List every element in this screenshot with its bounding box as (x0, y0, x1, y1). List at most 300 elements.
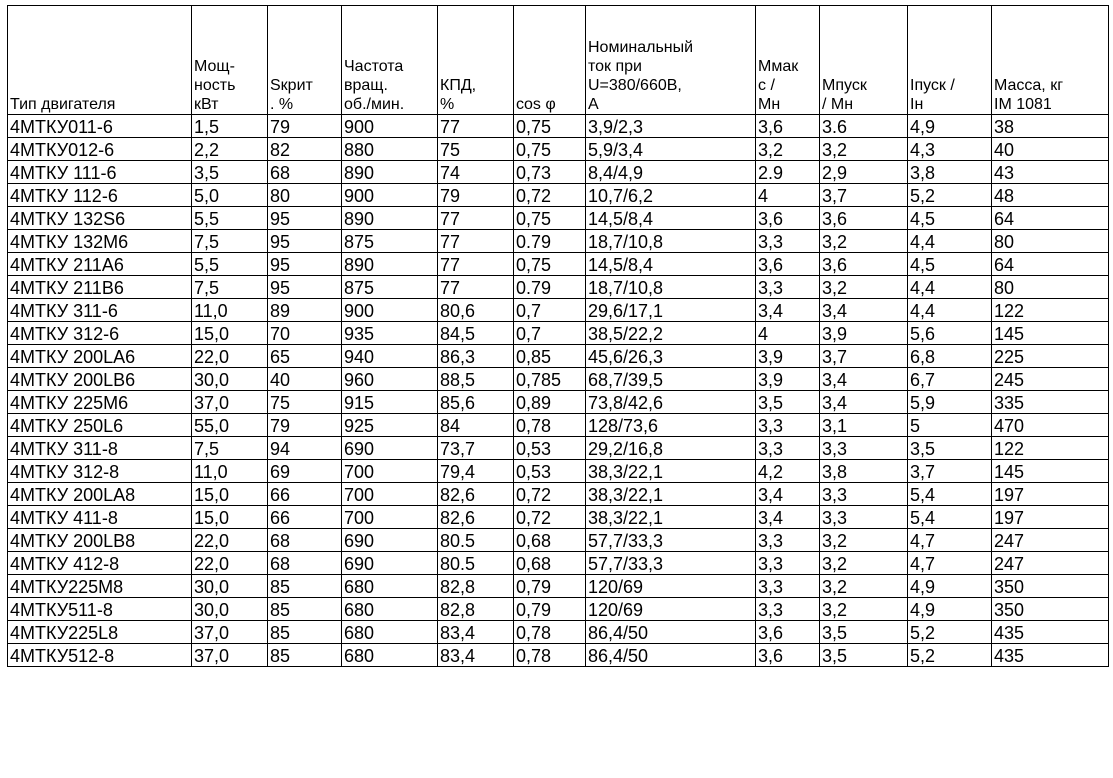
cell-start-current-ratio: 4,4 (908, 276, 992, 299)
cell-mass: 350 (992, 575, 1109, 598)
table-row (8, 184, 1109, 207)
cell-speed: 890 (342, 253, 438, 276)
cell-start-current-ratio: 5,6 (908, 322, 992, 345)
cell-motor-type: 4МТКУ225L8 (8, 621, 192, 644)
cell-max-torque-ratio: 3,6 (756, 644, 820, 667)
cell-slip: 85 (268, 621, 342, 644)
cell-slip: 95 (268, 253, 342, 276)
cell-slip: 66 (268, 483, 342, 506)
cell-motor-type: 4МТКУ 211А6 (8, 253, 192, 276)
cell-speed: 925 (342, 414, 438, 437)
cell-mass: 435 (992, 621, 1109, 644)
header-cos-phi: cos φ (514, 6, 586, 115)
cell-rated-current: 3,9/2,3 (586, 115, 756, 138)
table-row (8, 552, 1109, 575)
cell-rated-current: 45,6/26,3 (586, 345, 756, 368)
cell-motor-type: 4МТКУ 200LA8 (8, 483, 192, 506)
cell-start-current-ratio: 5 (908, 414, 992, 437)
cell-mass: 247 (992, 552, 1109, 575)
header-speed: Частота вращ. об./мин. (342, 6, 438, 115)
cell-cos-phi: 0,72 (514, 184, 586, 207)
cell-motor-type: 4МТКУ 250L6 (8, 414, 192, 437)
cell-slip: 85 (268, 644, 342, 667)
cell-efficiency: 82,6 (438, 506, 514, 529)
cell-max-torque-ratio: 3,3 (756, 414, 820, 437)
cell-efficiency: 77 (438, 253, 514, 276)
cell-rated-current: 38,3/22,1 (586, 506, 756, 529)
cell-efficiency: 82,6 (438, 483, 514, 506)
cell-slip: 70 (268, 322, 342, 345)
cell-speed: 890 (342, 207, 438, 230)
cell-efficiency: 79 (438, 184, 514, 207)
cell-cos-phi: 0,68 (514, 529, 586, 552)
cell-cos-phi: 0,75 (514, 138, 586, 161)
cell-efficiency: 77 (438, 115, 514, 138)
cell-cos-phi: 0,72 (514, 506, 586, 529)
cell-start-torque-ratio: 3,2 (820, 230, 908, 253)
table-row (8, 138, 1109, 161)
cell-max-torque-ratio: 3,6 (756, 115, 820, 138)
cell-motor-type: 4МТКУ 200LB6 (8, 368, 192, 391)
cell-mass: 38 (992, 115, 1109, 138)
cell-slip: 75 (268, 391, 342, 414)
cell-power: 22,0 (192, 529, 268, 552)
cell-start-torque-ratio: 3,3 (820, 483, 908, 506)
cell-rated-current: 73,8/42,6 (586, 391, 756, 414)
cell-rated-current: 18,7/10,8 (586, 276, 756, 299)
cell-rated-current: 29,6/17,1 (586, 299, 756, 322)
table-row (8, 483, 1109, 506)
cell-slip: 65 (268, 345, 342, 368)
cell-power: 15,0 (192, 506, 268, 529)
cell-start-torque-ratio: 3,2 (820, 276, 908, 299)
table-row (8, 368, 1109, 391)
cell-motor-type: 4МТКУ 112-6 (8, 184, 192, 207)
cell-mass: 335 (992, 391, 1109, 414)
cell-start-torque-ratio: 3.6 (820, 115, 908, 138)
cell-max-torque-ratio: 3,6 (756, 207, 820, 230)
cell-cos-phi: 0,7 (514, 299, 586, 322)
cell-slip: 95 (268, 207, 342, 230)
cell-speed: 700 (342, 483, 438, 506)
cell-rated-current: 120/69 (586, 575, 756, 598)
cell-mass: 247 (992, 529, 1109, 552)
cell-start-torque-ratio: 3,6 (820, 253, 908, 276)
cell-power: 2,2 (192, 138, 268, 161)
cell-efficiency: 80,6 (438, 299, 514, 322)
cell-start-current-ratio: 4,9 (908, 115, 992, 138)
cell-speed: 900 (342, 184, 438, 207)
cell-power: 30,0 (192, 368, 268, 391)
cell-start-torque-ratio: 3,7 (820, 345, 908, 368)
cell-cos-phi: 0.79 (514, 276, 586, 299)
cell-power: 1,5 (192, 115, 268, 138)
table-row (8, 345, 1109, 368)
cell-slip: 68 (268, 529, 342, 552)
cell-start-current-ratio: 4,5 (908, 207, 992, 230)
cell-start-current-ratio: 4,5 (908, 253, 992, 276)
cell-efficiency: 82,8 (438, 575, 514, 598)
cell-max-torque-ratio: 4 (756, 184, 820, 207)
cell-slip: 94 (268, 437, 342, 460)
cell-speed: 680 (342, 598, 438, 621)
cell-max-torque-ratio: 3,3 (756, 529, 820, 552)
cell-slip: 80 (268, 184, 342, 207)
cell-rated-current: 38,5/22,2 (586, 322, 756, 345)
cell-start-current-ratio: 4,7 (908, 529, 992, 552)
cell-start-torque-ratio: 3,1 (820, 414, 908, 437)
cell-speed: 935 (342, 322, 438, 345)
cell-rated-current: 86,4/50 (586, 621, 756, 644)
cell-start-current-ratio: 4,4 (908, 230, 992, 253)
cell-mass: 145 (992, 460, 1109, 483)
table-row (8, 299, 1109, 322)
cell-max-torque-ratio: 4 (756, 322, 820, 345)
cell-motor-type: 4МТКУ 200LB8 (8, 529, 192, 552)
motor-spec-table (7, 5, 1109, 667)
cell-speed: 690 (342, 437, 438, 460)
cell-start-torque-ratio: 3,4 (820, 368, 908, 391)
cell-motor-type: 4МТКУ 312-6 (8, 322, 192, 345)
cell-slip: 79 (268, 115, 342, 138)
cell-slip: 95 (268, 276, 342, 299)
table-row (8, 644, 1109, 667)
cell-power: 7,5 (192, 230, 268, 253)
cell-motor-type: 4МТКУ 312-8 (8, 460, 192, 483)
cell-efficiency: 84 (438, 414, 514, 437)
cell-slip: 82 (268, 138, 342, 161)
cell-rated-current: 18,7/10,8 (586, 230, 756, 253)
cell-rated-current: 29,2/16,8 (586, 437, 756, 460)
cell-power: 7,5 (192, 437, 268, 460)
cell-start-torque-ratio: 3,8 (820, 460, 908, 483)
cell-cos-phi: 0,79 (514, 598, 586, 621)
cell-efficiency: 83,4 (438, 644, 514, 667)
cell-slip: 85 (268, 575, 342, 598)
cell-max-torque-ratio: 3,3 (756, 598, 820, 621)
cell-start-torque-ratio: 3,4 (820, 299, 908, 322)
cell-power: 15,0 (192, 483, 268, 506)
cell-cos-phi: 0,73 (514, 161, 586, 184)
cell-speed: 960 (342, 368, 438, 391)
cell-max-torque-ratio: 3,3 (756, 575, 820, 598)
cell-start-torque-ratio: 2,9 (820, 161, 908, 184)
cell-start-torque-ratio: 3,2 (820, 552, 908, 575)
cell-cos-phi: 0.79 (514, 230, 586, 253)
cell-mass: 435 (992, 644, 1109, 667)
cell-efficiency: 80.5 (438, 529, 514, 552)
table-row (8, 391, 1109, 414)
cell-power: 11,0 (192, 460, 268, 483)
cell-start-torque-ratio: 3,3 (820, 437, 908, 460)
header-mass: Масса, кг IM 1081 (992, 6, 1109, 115)
header-max-torque-ratio: Ммак с / Мн (756, 6, 820, 115)
cell-mass: 64 (992, 207, 1109, 230)
table-row (8, 161, 1109, 184)
cell-efficiency: 77 (438, 207, 514, 230)
cell-power: 15,0 (192, 322, 268, 345)
table-row (8, 414, 1109, 437)
cell-max-torque-ratio: 3,3 (756, 552, 820, 575)
cell-motor-type: 4МТКУ 311-6 (8, 299, 192, 322)
cell-mass: 80 (992, 230, 1109, 253)
cell-power: 37,0 (192, 644, 268, 667)
cell-efficiency: 74 (438, 161, 514, 184)
cell-efficiency: 82,8 (438, 598, 514, 621)
cell-cos-phi: 0,53 (514, 460, 586, 483)
cell-start-current-ratio: 5,9 (908, 391, 992, 414)
cell-mass: 48 (992, 184, 1109, 207)
cell-start-current-ratio: 4,4 (908, 299, 992, 322)
cell-efficiency: 84,5 (438, 322, 514, 345)
table-body (8, 115, 1109, 667)
cell-mass: 64 (992, 253, 1109, 276)
table-row (8, 460, 1109, 483)
cell-speed: 890 (342, 161, 438, 184)
cell-slip: 95 (268, 230, 342, 253)
cell-speed: 875 (342, 276, 438, 299)
cell-rated-current: 128/73,6 (586, 414, 756, 437)
cell-rated-current: 8,4/4,9 (586, 161, 756, 184)
cell-power: 37,0 (192, 391, 268, 414)
cell-cos-phi: 0,75 (514, 115, 586, 138)
cell-speed: 880 (342, 138, 438, 161)
cell-start-torque-ratio: 3,5 (820, 621, 908, 644)
cell-speed: 700 (342, 506, 438, 529)
cell-mass: 122 (992, 299, 1109, 322)
cell-motor-type: 4МТКУ 111-6 (8, 161, 192, 184)
table-row (8, 598, 1109, 621)
cell-mass: 40 (992, 138, 1109, 161)
cell-efficiency: 79,4 (438, 460, 514, 483)
cell-start-torque-ratio: 3,5 (820, 644, 908, 667)
cell-start-torque-ratio: 3,2 (820, 598, 908, 621)
cell-max-torque-ratio: 3,4 (756, 483, 820, 506)
cell-start-current-ratio: 5,2 (908, 184, 992, 207)
cell-mass: 225 (992, 345, 1109, 368)
cell-motor-type: 4МТКУ 412-8 (8, 552, 192, 575)
cell-motor-type: 4МТКУ225М8 (8, 575, 192, 598)
header-power: Мощ- ность кВт (192, 6, 268, 115)
cell-power: 7,5 (192, 276, 268, 299)
cell-max-torque-ratio: 3,2 (756, 138, 820, 161)
cell-cos-phi: 0,89 (514, 391, 586, 414)
cell-start-current-ratio: 5,4 (908, 483, 992, 506)
cell-start-torque-ratio: 3,3 (820, 506, 908, 529)
cell-start-current-ratio: 4,3 (908, 138, 992, 161)
header-start-torque-ratio: Мпуск / Мн (820, 6, 908, 115)
cell-rated-current: 10,7/6,2 (586, 184, 756, 207)
cell-motor-type: 4МТКУ012-6 (8, 138, 192, 161)
cell-efficiency: 85,6 (438, 391, 514, 414)
cell-speed: 680 (342, 644, 438, 667)
cell-start-torque-ratio: 3,9 (820, 322, 908, 345)
cell-start-current-ratio: 6,7 (908, 368, 992, 391)
cell-cos-phi: 0,75 (514, 207, 586, 230)
cell-rated-current: 120/69 (586, 598, 756, 621)
cell-power: 22,0 (192, 552, 268, 575)
table-row (8, 575, 1109, 598)
cell-motor-type: 4МТКУ011-6 (8, 115, 192, 138)
cell-mass: 80 (992, 276, 1109, 299)
cell-max-torque-ratio: 3,3 (756, 437, 820, 460)
cell-slip: 68 (268, 161, 342, 184)
table-row (8, 506, 1109, 529)
cell-cos-phi: 0,85 (514, 345, 586, 368)
table-header-row (8, 6, 1109, 115)
cell-motor-type: 4МТКУ 200LA6 (8, 345, 192, 368)
cell-start-torque-ratio: 3,6 (820, 207, 908, 230)
cell-max-torque-ratio: 3,9 (756, 345, 820, 368)
header-motor-type: Тип двигателя (8, 6, 192, 115)
cell-cos-phi: 0,785 (514, 368, 586, 391)
cell-mass: 197 (992, 506, 1109, 529)
cell-rated-current: 14,5/8,4 (586, 253, 756, 276)
cell-motor-type: 4МТКУ 311-8 (8, 437, 192, 460)
cell-motor-type: 4МТКУ 225М6 (8, 391, 192, 414)
cell-start-torque-ratio: 3,7 (820, 184, 908, 207)
cell-cos-phi: 0,68 (514, 552, 586, 575)
cell-slip: 66 (268, 506, 342, 529)
cell-max-torque-ratio: 3,9 (756, 368, 820, 391)
cell-cos-phi: 0,7 (514, 322, 586, 345)
cell-cos-phi: 0,72 (514, 483, 586, 506)
header-rated-current: Номинальный ток при U=380/660В, А (586, 6, 756, 115)
cell-mass: 197 (992, 483, 1109, 506)
cell-slip: 79 (268, 414, 342, 437)
cell-power: 3,5 (192, 161, 268, 184)
cell-rated-current: 57,7/33,3 (586, 552, 756, 575)
cell-start-current-ratio: 5,2 (908, 644, 992, 667)
cell-slip: 68 (268, 552, 342, 575)
cell-slip: 85 (268, 598, 342, 621)
cell-start-torque-ratio: 3,2 (820, 138, 908, 161)
cell-rated-current: 86,4/50 (586, 644, 756, 667)
cell-max-torque-ratio: 4,2 (756, 460, 820, 483)
cell-max-torque-ratio: 2.9 (756, 161, 820, 184)
header-efficiency: КПД, % (438, 6, 514, 115)
cell-power: 30,0 (192, 575, 268, 598)
table-row (8, 253, 1109, 276)
cell-speed: 680 (342, 575, 438, 598)
cell-cos-phi: 0,78 (514, 414, 586, 437)
cell-rated-current: 38,3/22,1 (586, 483, 756, 506)
cell-cos-phi: 0,75 (514, 253, 586, 276)
cell-motor-type: 4МТКУ511-8 (8, 598, 192, 621)
cell-efficiency: 88,5 (438, 368, 514, 391)
cell-mass: 350 (992, 598, 1109, 621)
cell-rated-current: 57,7/33,3 (586, 529, 756, 552)
cell-start-torque-ratio: 3,4 (820, 391, 908, 414)
cell-power: 55,0 (192, 414, 268, 437)
cell-efficiency: 73,7 (438, 437, 514, 460)
cell-start-current-ratio: 4,9 (908, 598, 992, 621)
cell-power: 37,0 (192, 621, 268, 644)
cell-motor-type: 4МТКУ 132S6 (8, 207, 192, 230)
cell-mass: 43 (992, 161, 1109, 184)
cell-speed: 900 (342, 115, 438, 138)
table-row (8, 621, 1109, 644)
cell-efficiency: 80.5 (438, 552, 514, 575)
cell-cos-phi: 0,78 (514, 621, 586, 644)
cell-motor-type: 4МТКУ 132М6 (8, 230, 192, 253)
cell-cos-phi: 0,78 (514, 644, 586, 667)
cell-speed: 690 (342, 529, 438, 552)
table-row (8, 115, 1109, 138)
cell-max-torque-ratio: 3,3 (756, 276, 820, 299)
cell-start-current-ratio: 5,4 (908, 506, 992, 529)
cell-cos-phi: 0,53 (514, 437, 586, 460)
cell-motor-type: 4МТКУ 411-8 (8, 506, 192, 529)
cell-mass: 245 (992, 368, 1109, 391)
cell-power: 22,0 (192, 345, 268, 368)
cell-rated-current: 38,3/22,1 (586, 460, 756, 483)
cell-efficiency: 83,4 (438, 621, 514, 644)
cell-start-current-ratio: 6,8 (908, 345, 992, 368)
cell-start-current-ratio: 3,7 (908, 460, 992, 483)
cell-start-torque-ratio: 3,2 (820, 529, 908, 552)
cell-power: 5,5 (192, 207, 268, 230)
cell-efficiency: 77 (438, 230, 514, 253)
cell-max-torque-ratio: 3,4 (756, 299, 820, 322)
cell-mass: 470 (992, 414, 1109, 437)
cell-slip: 89 (268, 299, 342, 322)
cell-slip: 69 (268, 460, 342, 483)
table-row (8, 276, 1109, 299)
cell-speed: 700 (342, 460, 438, 483)
cell-power: 5,0 (192, 184, 268, 207)
table-row (8, 322, 1109, 345)
cell-slip: 40 (268, 368, 342, 391)
cell-speed: 915 (342, 391, 438, 414)
cell-rated-current: 14,5/8,4 (586, 207, 756, 230)
cell-motor-type: 4МТКУ 211В6 (8, 276, 192, 299)
cell-max-torque-ratio: 3,6 (756, 253, 820, 276)
header-start-current-ratio: Iпуск / Iн (908, 6, 992, 115)
cell-speed: 875 (342, 230, 438, 253)
cell-speed: 900 (342, 299, 438, 322)
cell-power: 11,0 (192, 299, 268, 322)
cell-rated-current: 68,7/39,5 (586, 368, 756, 391)
table-row (8, 529, 1109, 552)
cell-motor-type: 4МТКУ512-8 (8, 644, 192, 667)
table-row (8, 230, 1109, 253)
cell-power: 5,5 (192, 253, 268, 276)
cell-start-current-ratio: 3,8 (908, 161, 992, 184)
cell-start-current-ratio: 5,2 (908, 621, 992, 644)
cell-start-current-ratio: 3,5 (908, 437, 992, 460)
cell-max-torque-ratio: 3,6 (756, 621, 820, 644)
table-row (8, 437, 1109, 460)
cell-mass: 122 (992, 437, 1109, 460)
cell-start-current-ratio: 4,7 (908, 552, 992, 575)
cell-speed: 690 (342, 552, 438, 575)
cell-start-current-ratio: 4,9 (908, 575, 992, 598)
cell-efficiency: 86,3 (438, 345, 514, 368)
cell-mass: 145 (992, 322, 1109, 345)
cell-start-torque-ratio: 3,2 (820, 575, 908, 598)
cell-speed: 940 (342, 345, 438, 368)
cell-rated-current: 5,9/3,4 (586, 138, 756, 161)
cell-max-torque-ratio: 3,4 (756, 506, 820, 529)
cell-efficiency: 75 (438, 138, 514, 161)
cell-speed: 680 (342, 621, 438, 644)
header-slip: Sкрит . % (268, 6, 342, 115)
cell-cos-phi: 0,79 (514, 575, 586, 598)
cell-max-torque-ratio: 3,5 (756, 391, 820, 414)
cell-power: 30,0 (192, 598, 268, 621)
cell-efficiency: 77 (438, 276, 514, 299)
